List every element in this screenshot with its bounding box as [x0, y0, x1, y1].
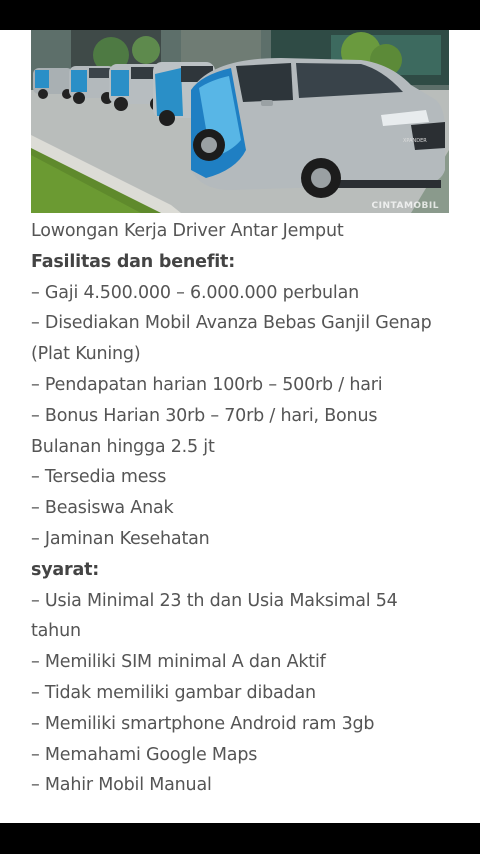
- article-photo: [31, 30, 449, 213]
- benefit-line: – Bonus Harian 30rb – 70rb / hari, Bonus: [31, 405, 378, 426]
- benefits-heading: Fasilitas dan benefit:: [31, 251, 236, 272]
- requirement-line: – Memiliki smartphone Android ram 3gb: [31, 713, 375, 734]
- requirement-line: – Usia Minimal 23 th dan Usia Maksimal 54: [31, 590, 398, 611]
- top-black-bar: [0, 0, 480, 30]
- svg-text:XPANDER: XPANDER: [403, 138, 427, 144]
- benefit-line: – Disediakan Mobil Avanza Bebas Ganjil Genap: [31, 313, 432, 334]
- benefit-line: – Gaji 4.500.000 – 6.000.000 perbulan: [31, 282, 359, 303]
- requirement-line: – Mahir Mobil Manual: [31, 775, 212, 796]
- content-area: [0, 30, 480, 823]
- cars-illustration: [31, 30, 449, 213]
- benefit-line: Bulanan hingga 2.5 jt: [31, 436, 215, 457]
- benefit-line: – Beasiswa Anak: [31, 498, 174, 519]
- requirements-heading: syarat:: [31, 559, 100, 580]
- requirement-line: tahun: [31, 621, 81, 642]
- article-title: Lowongan Kerja Driver Antar Jemput: [31, 221, 344, 241]
- requirement-line: – Memahami Google Maps: [31, 744, 258, 765]
- benefit-line: – Jaminan Kesehatan: [31, 528, 210, 549]
- requirement-line: – Memiliki SIM minimal A dan Aktif: [31, 652, 326, 673]
- benefit-line: – Tersedia mess: [31, 467, 167, 488]
- bottom-black-bar: [0, 823, 480, 854]
- requirement-line: – Tidak memiliki gambar dibadan: [31, 682, 316, 703]
- article-body: [31, 216, 471, 801]
- benefit-line: – Pendapatan harian 100rb – 500rb / hari: [31, 374, 383, 395]
- photo-watermark: CINTAMOBIL: [371, 201, 439, 211]
- benefit-line: (Plat Kuning): [31, 344, 141, 365]
